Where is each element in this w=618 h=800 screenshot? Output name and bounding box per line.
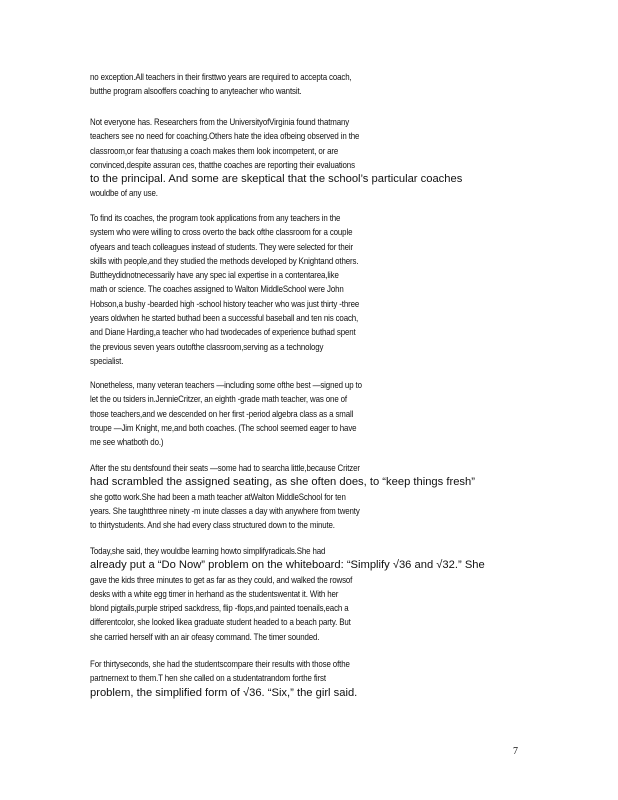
paragraph-5 <box>90 461 516 532</box>
text-line: After the stu dentsfound their seats —some had to searcha little,because Critzer <box>90 463 360 473</box>
paragraph-2 <box>90 115 516 201</box>
paragraph-6 <box>90 544 516 644</box>
text-line: she carried herself with an air ofeasy command. The timer sounded. <box>90 631 320 642</box>
text-line: troupe —Jim Knight, me,and both coaches. (The school seemed eager to have <box>90 422 357 433</box>
text-line: Hobson,a bushy -bearded high -school history teacher who was just thirty -three <box>90 298 360 309</box>
text-line: partnernext to them.T hen she called on a studentatrandom forthe first <box>90 673 326 684</box>
text-line: system who were willing to cross overto the back ofthe classroom for a couple <box>90 227 353 238</box>
text-line: For thirtyseconds, she had the studentscompare their results with those ofthe <box>90 659 350 669</box>
text-line: those teachers,and we descended on her first -period algebra class as a small <box>90 408 354 419</box>
page-number: 7 <box>513 746 518 757</box>
text-line: Not everyone has. Researchers from the UniversityofVirginia found thatmany <box>90 117 350 127</box>
text-line: skills with people,and they studied the methods developed by Knightand others. <box>90 255 359 266</box>
paragraph-1 <box>90 70 516 99</box>
text-line: to the principal. And some are skeptical that the school’s particular coaches <box>90 173 463 186</box>
text-line: differentcolor, she looked likea graduate student headed to a beach party. But <box>90 617 351 628</box>
text-line: specialist. <box>90 355 124 366</box>
text-line: she gotto work.She had been a math teacher atWalton MiddleSchool for ten <box>90 491 346 502</box>
text-line: let the ou tsiders in.JennieCritzer, an eighth -grade math teacher, was one of <box>90 394 347 405</box>
text-line: had scrambled the assigned seating, as she often does, to “keep things fresh” <box>90 476 475 489</box>
text-line: already put a “Do Now” problem on the whiteboard: “Simplify √36 and √32.” She <box>90 559 485 572</box>
text-line: butthe program alsooffers coaching to anyteacher who wantsit. <box>90 86 302 97</box>
text-line: math or science. The coaches assigned to Walton MiddleSchool were John <box>90 284 344 295</box>
text-line: teachers see no need for coaching.Others hate the idea ofbeing observed in the <box>90 131 360 142</box>
text-line: Buttheydidnotnecessarily have any spec ial expertise in a contentarea,like <box>90 270 339 281</box>
text-line: blond pigtails,purple striped sackdress, flip -flops,and painted toenails,each a <box>90 603 349 614</box>
text-line: the previous seven years outofthe classroom,serving as a technology <box>90 341 324 352</box>
text-line: me see whatboth do.) <box>90 437 164 448</box>
text-line: to thirtystudents. And she had every class structured down to the minute. <box>90 520 335 531</box>
text-line: years. She taughtthree ninety -m inute classes a day with anywhere from twenty <box>90 505 360 516</box>
text-line: gave the kids three minutes to get as far as they could, and walked the rowsof <box>90 574 353 585</box>
paragraph-7 <box>90 657 516 700</box>
text-line: problem, the simplified form of √36. “Six,” the girl said. <box>90 686 358 699</box>
text-line: Today,she said, they wouldbe learning howto simplifyradicals.She had <box>90 546 326 556</box>
text-line: years oldwhen he started buthad been a successful baseball and ten nis coach, <box>90 313 359 324</box>
text-line: ofyears and teach colleagues instead of students. They were selected for their <box>90 241 353 252</box>
paragraph-3 <box>90 211 516 368</box>
text-line: wouldbe of any use. <box>90 188 158 199</box>
text-line: Nonetheless, many veteran teachers —including some ofthe best —signed up to <box>90 380 362 390</box>
text-line: and Diane Harding,a teacher who had twodecades of experience buthad spent <box>90 327 356 338</box>
text-line: no exception.All teachers in their firsttwo years are required to accepta coach, <box>90 72 352 82</box>
paragraph-4 <box>90 378 516 449</box>
text-line: convinced,despite assuran ces, thatthe coaches are reporting their evaluations <box>90 159 355 170</box>
text-line: desks with a white egg timer in herhand as the studentswentat it. With her <box>90 588 339 599</box>
text-line: classroom,or fear thatusing a coach makes them look incompetent, or are <box>90 145 339 156</box>
text-line: To find its coaches, the program took applications from any teachers in the <box>90 213 341 223</box>
